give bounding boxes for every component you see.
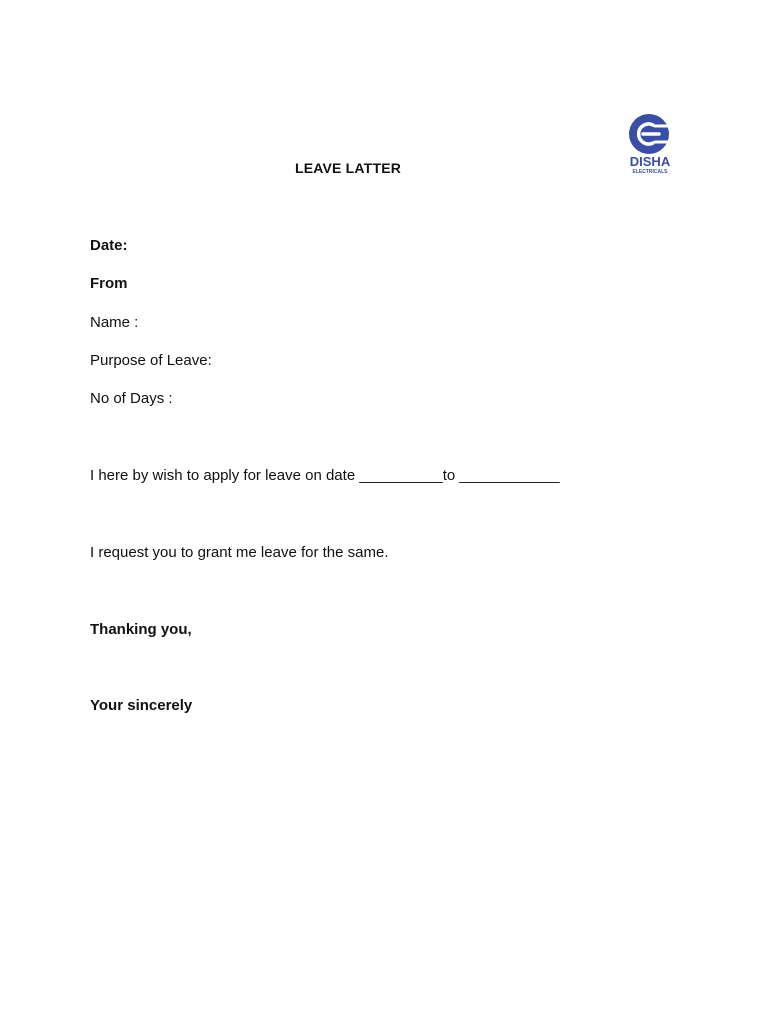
apply-leave-sentence: I here by wish to apply for leave on date __________to ____________: [90, 467, 560, 484]
days-label: No of Days :: [90, 390, 173, 407]
name-label: Name :: [90, 314, 139, 331]
thanks-line: Thanking you,: [90, 621, 192, 638]
sign-off-line: Your sincerely: [90, 697, 193, 714]
logo-brand-text: DISHA: [629, 154, 671, 169]
request-sentence: I request you to grant me leave for the same.: [90, 544, 389, 561]
letter-title: LEAVE LATTER: [294, 160, 402, 176]
from-label: From: [90, 275, 128, 292]
purpose-label: Purpose of Leave:: [90, 352, 212, 369]
date-label: Date:: [90, 237, 128, 254]
logo-subtitle-text: ELECTRICALS: [632, 169, 668, 175]
